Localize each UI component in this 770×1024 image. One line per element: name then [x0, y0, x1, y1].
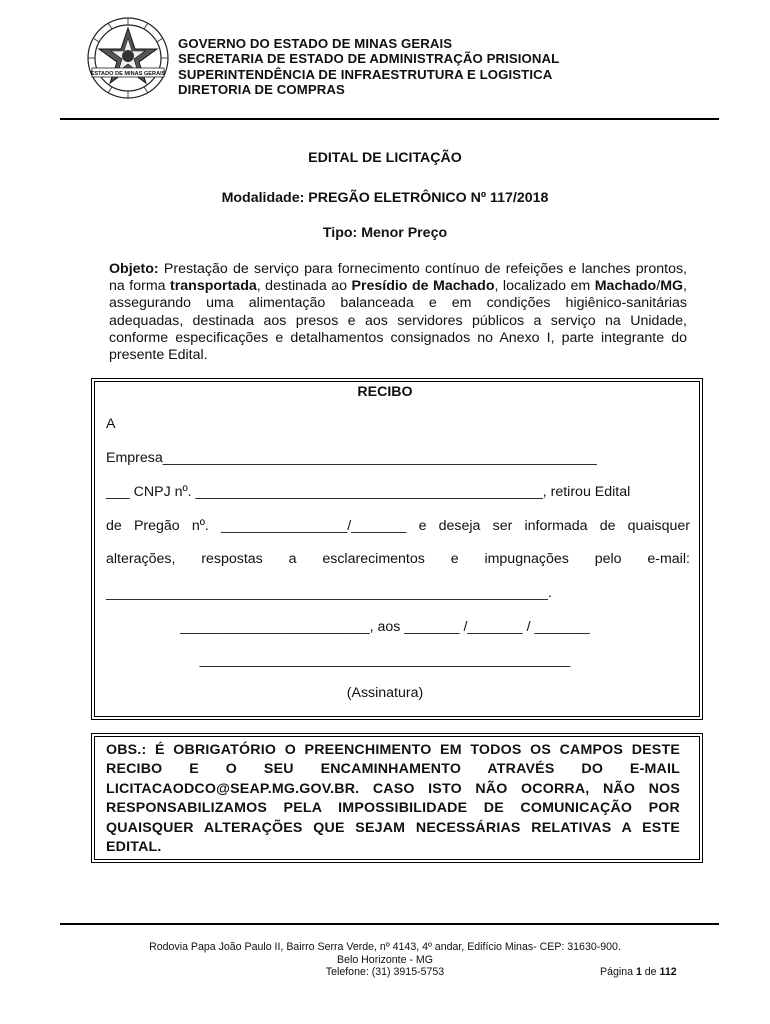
recibo-email-field[interactable]: ________________________________________________________.: [106, 585, 552, 601]
recibo-signature-label: (Assinatura): [346, 685, 424, 701]
recibo-signature-field[interactable]: _______________________________________________: [199, 652, 571, 668]
tipo-line: Tipo: Menor Preço: [322, 225, 448, 241]
institution-header: [178, 36, 559, 98]
header-line-government: GOVERNO DO ESTADO DE MINAS GERAIS: [178, 36, 453, 51]
footer-phone: Telefone: (31) 3915-5753: [325, 966, 445, 978]
footer-divider: [60, 923, 719, 925]
footer-city: Belo Horizonte - MG: [337, 954, 433, 966]
recibo-empresa-field[interactable]: Empresa_______________________________________________________: [106, 450, 597, 466]
recibo-pregao-line: de Pregão nº. ________________/_______ e deseja ser informada de quaisquer: [106, 518, 690, 534]
objeto-paragraph: Objeto: Prestação de serviço para fornecimento contínuo de refeições e lanches prontos, na forma transportada, destinada ao Presídio de Machado, localizado em Machado/MG, assegurando uma alimentação balanceada e em condições higiênico-sanitárias adequadas, destinada aos presos e aos servidores públicos a serviço na Unidade, conforme especificações e detalhamentos consignados no Anexo I, parte integrante do presente Edital.: [109, 261, 687, 364]
recibo-date-line[interactable]: ________________________, aos _______ /_______ / _______: [180, 619, 590, 635]
recibo-alteracoes-line: alterações, respostas a esclarecimentos e impugnações pelo e-mail:: [106, 551, 690, 567]
recibo-cnpj-field[interactable]: ___ CNPJ nº. ____________________________________________, retirou Edital: [106, 484, 631, 500]
header-line-directorate: DIRETORIA DE COMPRAS: [178, 82, 345, 98]
recibo-title: RECIBO: [357, 384, 413, 400]
page-number: Página 1 de 112: [600, 966, 677, 978]
state-seal-logo: [86, 16, 170, 100]
objeto-label: Objeto:: [109, 261, 159, 277]
header-line-superintendence: SUPERINTENDÊNCIA DE INFRAESTRUTURA E LOGISTICA: [178, 66, 553, 82]
recibo-pregao-number-field[interactable]: ________________/_______: [221, 518, 407, 534]
document-title: EDITAL DE LICITAÇÃO: [308, 150, 462, 166]
header-divider: [60, 118, 719, 120]
modalidade-line: Modalidade: PREGÃO ELETRÔNICO Nº 117/2018: [221, 190, 549, 206]
svg-text:ESTADO DE MINAS GERAIS: ESTADO DE MINAS GERAIS: [90, 71, 166, 77]
recibo-addressee: A: [106, 416, 116, 432]
header-line-secretariat: SECRETARIA DE ESTADO DE ADMINISTRAÇÃO PRISIONAL: [178, 51, 560, 67]
obs-notice: OBS.: É OBRIGATÓRIO O PREENCHIMENTO EM TODOS OS CAMPOS DESTE RECIBO E O SEU ENCAMINHAMENTO ATRAVÉS DO E-MAIL LICITACAODCO@SEAP.MG.GOV.BR. CASO ISTO NÃO OCORRA, NÃO NOS RESPONSABILIZAMOS PELA IMPOSSIBILIDADE DE COMUNICAÇÃO POR QUAISQUER ALTERAÇÕES QUE SEJAM NECESSÁRIAS RELATIVAS A ESTE EDITAL.: [106, 742, 680, 856]
footer-address: Rodovia Papa João Paulo II, Bairro Serra Verde, nº 4143, 4º andar, Edifício Minas- CEP: 31630-900.: [149, 941, 621, 953]
